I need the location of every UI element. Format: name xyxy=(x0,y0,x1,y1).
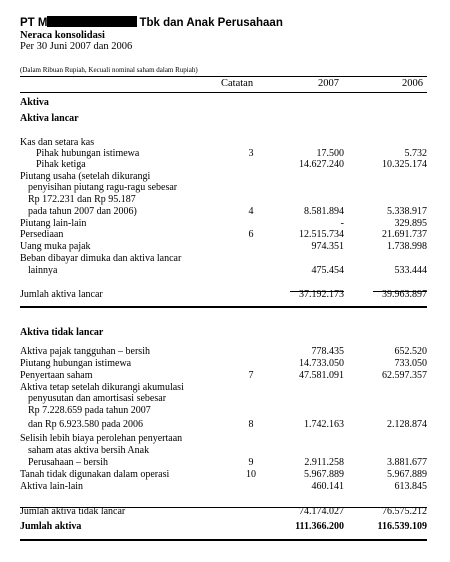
row-label: Uang muka pajak xyxy=(20,241,91,252)
table-row xyxy=(20,521,427,533)
row-value-2007: 8.581.894 xyxy=(304,206,344,217)
row-value-2006: 39.963.897 xyxy=(382,289,427,300)
row-label: Aktiva pajak tangguhan – bersih xyxy=(20,346,150,357)
row-label: Aktiva tidak lancar xyxy=(20,327,104,338)
row-value-2007: 17.500 xyxy=(316,148,344,159)
row-value-2007: 778.435 xyxy=(311,346,344,357)
row-value-2007: 14.627.240 xyxy=(299,159,344,170)
row-value-2007: 974.351 xyxy=(311,241,344,252)
row-value-2006: 10.325.174 xyxy=(382,159,427,170)
row-value-2006: 652.520 xyxy=(394,346,427,357)
header-bottom-rule xyxy=(20,92,427,93)
table-row xyxy=(20,159,427,171)
row-value-2007: - xyxy=(340,218,344,229)
row-value-2006: 116.539.109 xyxy=(377,521,427,532)
row-label: Rp 7.228.659 pada tahun 2007 xyxy=(28,405,151,416)
row-value-2006: 21.691.737 xyxy=(382,229,427,240)
row-value-2007: 475.454 xyxy=(311,265,344,276)
row-label: Persediaan xyxy=(20,229,64,240)
table-row xyxy=(20,358,427,370)
col-catatan: Catatan xyxy=(221,78,254,89)
row-label: dan Rp 6.923.580 pada 2006 xyxy=(28,419,143,430)
row-catatan: 9 xyxy=(248,457,254,468)
row-label: Aktiva lain-lain xyxy=(20,481,84,492)
table-row xyxy=(20,206,427,218)
table-row xyxy=(20,481,427,493)
row-label: Jumlah aktiva lancar xyxy=(20,289,103,300)
row-label: Selisih lebih biaya perolehan penyertaan xyxy=(20,433,183,444)
row-catatan: 6 xyxy=(248,229,254,240)
row-label: Rp 172.231 dan Rp 95.187 xyxy=(28,194,136,205)
row-label: penyusutan dan amortisasi sebesar xyxy=(28,393,167,404)
row-value-2006: 613.845 xyxy=(394,481,427,492)
redaction-bar xyxy=(47,16,137,27)
table-row xyxy=(20,419,427,431)
total-bottom-rule xyxy=(20,539,427,541)
row-catatan: 3 xyxy=(248,148,254,159)
table-row xyxy=(20,265,427,277)
row-label: Jumlah aktiva xyxy=(20,521,82,532)
statement-title: Neraca konsolidasi xyxy=(20,30,105,41)
row-label: Aktiva tetap setelah dikurangi akumulasi xyxy=(20,382,184,393)
row-label: Kas dan setara kas xyxy=(20,137,95,148)
col-2007: 2007 xyxy=(318,78,339,89)
row-value-2006: 533.444 xyxy=(394,265,427,276)
table-row xyxy=(20,182,427,194)
subtotal-line-2006 xyxy=(373,291,427,292)
col-2006: 2006 xyxy=(402,78,423,89)
row-value-2006: 62.597.357 xyxy=(382,370,427,381)
row-label: pada tahun 2007 dan 2006) xyxy=(28,206,137,217)
row-label: Aktiva xyxy=(20,97,49,108)
table-row xyxy=(20,445,427,457)
row-label: penyisihan piutang ragu-ragu sebesar xyxy=(28,182,178,193)
table-row xyxy=(20,346,427,358)
row-label: saham atas aktiva bersih Anak xyxy=(28,445,150,456)
row-value-2007: 37.192.173 xyxy=(299,289,344,300)
row-value-2006: 1.738.998 xyxy=(387,241,427,252)
row-value-2007: 12.515.734 xyxy=(299,229,344,240)
table-row xyxy=(20,241,427,253)
table-row xyxy=(20,327,427,339)
row-label: Piutang usaha (setelah dikurangi xyxy=(20,171,151,182)
row-value-2006: 5.732 xyxy=(404,148,427,159)
row-label: Pihak ketiga xyxy=(36,159,86,170)
table-row xyxy=(20,393,427,405)
row-label: Pihak hubungan istimewa xyxy=(36,148,140,159)
statement-period: Per 30 Juni 2007 dan 2006 xyxy=(20,41,133,52)
table-row xyxy=(20,370,427,382)
header-top-rule xyxy=(20,76,427,77)
table-row xyxy=(20,229,427,241)
row-value-2006: 5.967.889 xyxy=(387,469,427,480)
row-value-2007: 74.174.027 xyxy=(299,506,344,517)
row-value-2006: 329.895 xyxy=(394,218,427,229)
row-catatan: 8 xyxy=(248,419,254,430)
row-value-2007: 460.141 xyxy=(311,481,344,492)
row-catatan: 4 xyxy=(248,206,254,217)
row-value-2007: 5.967.889 xyxy=(304,469,344,480)
row-label: Penyertaan saham xyxy=(20,370,93,381)
row-value-2007: 47.581.091 xyxy=(299,370,344,381)
table-row xyxy=(20,405,427,417)
row-label: Tanah tidak digunakan dalam operasi xyxy=(20,469,170,480)
row-label: Jumlah aktiva tidak lancar xyxy=(20,506,126,517)
row-value-2007: 14.733.050 xyxy=(299,358,344,369)
row-label: Perusahaan – bersih xyxy=(28,457,108,468)
section-divider xyxy=(20,306,427,308)
subtotal-line-2007 xyxy=(290,291,344,292)
row-catatan: 10 xyxy=(246,469,256,480)
table-row xyxy=(20,194,427,206)
company-suffix: Tbk dan Anak Perusahaan xyxy=(139,17,283,29)
row-label: lainnya xyxy=(28,265,58,276)
row-label: Piutang lain-lain xyxy=(20,218,87,229)
row-value-2007: 111.366.200 xyxy=(295,521,344,532)
row-value-2006: 2.128.874 xyxy=(387,419,427,430)
row-catatan: 7 xyxy=(248,370,254,381)
row-value-2007: 1.742.163 xyxy=(304,419,344,430)
table-row xyxy=(20,97,427,109)
row-label: Piutang hubungan istimewa xyxy=(20,358,132,369)
table-row xyxy=(20,289,427,301)
company-prefix: PT M xyxy=(20,17,48,29)
table-row xyxy=(20,457,427,469)
row-label: Beban dibayar dimuka dan aktiva lancar xyxy=(20,253,182,264)
row-label: Aktiva lancar xyxy=(20,113,79,124)
table-row xyxy=(20,113,427,125)
company-name xyxy=(20,16,283,29)
row-value-2007: 2.911.258 xyxy=(304,457,344,468)
table-row xyxy=(20,433,427,445)
row-value-2006: 733.050 xyxy=(394,358,427,369)
unit-note: (Dalam Ribuan Rupiah, Kecuali nominal saham dalam Rupiah) xyxy=(20,66,198,74)
total-top-rule xyxy=(20,507,427,508)
row-value-2006: 5.338.917 xyxy=(387,206,427,217)
row-value-2006: 3.881.677 xyxy=(387,457,427,468)
table-row xyxy=(20,253,427,265)
row-value-2006: 76.575.212 xyxy=(382,506,427,517)
table-row xyxy=(20,469,427,481)
